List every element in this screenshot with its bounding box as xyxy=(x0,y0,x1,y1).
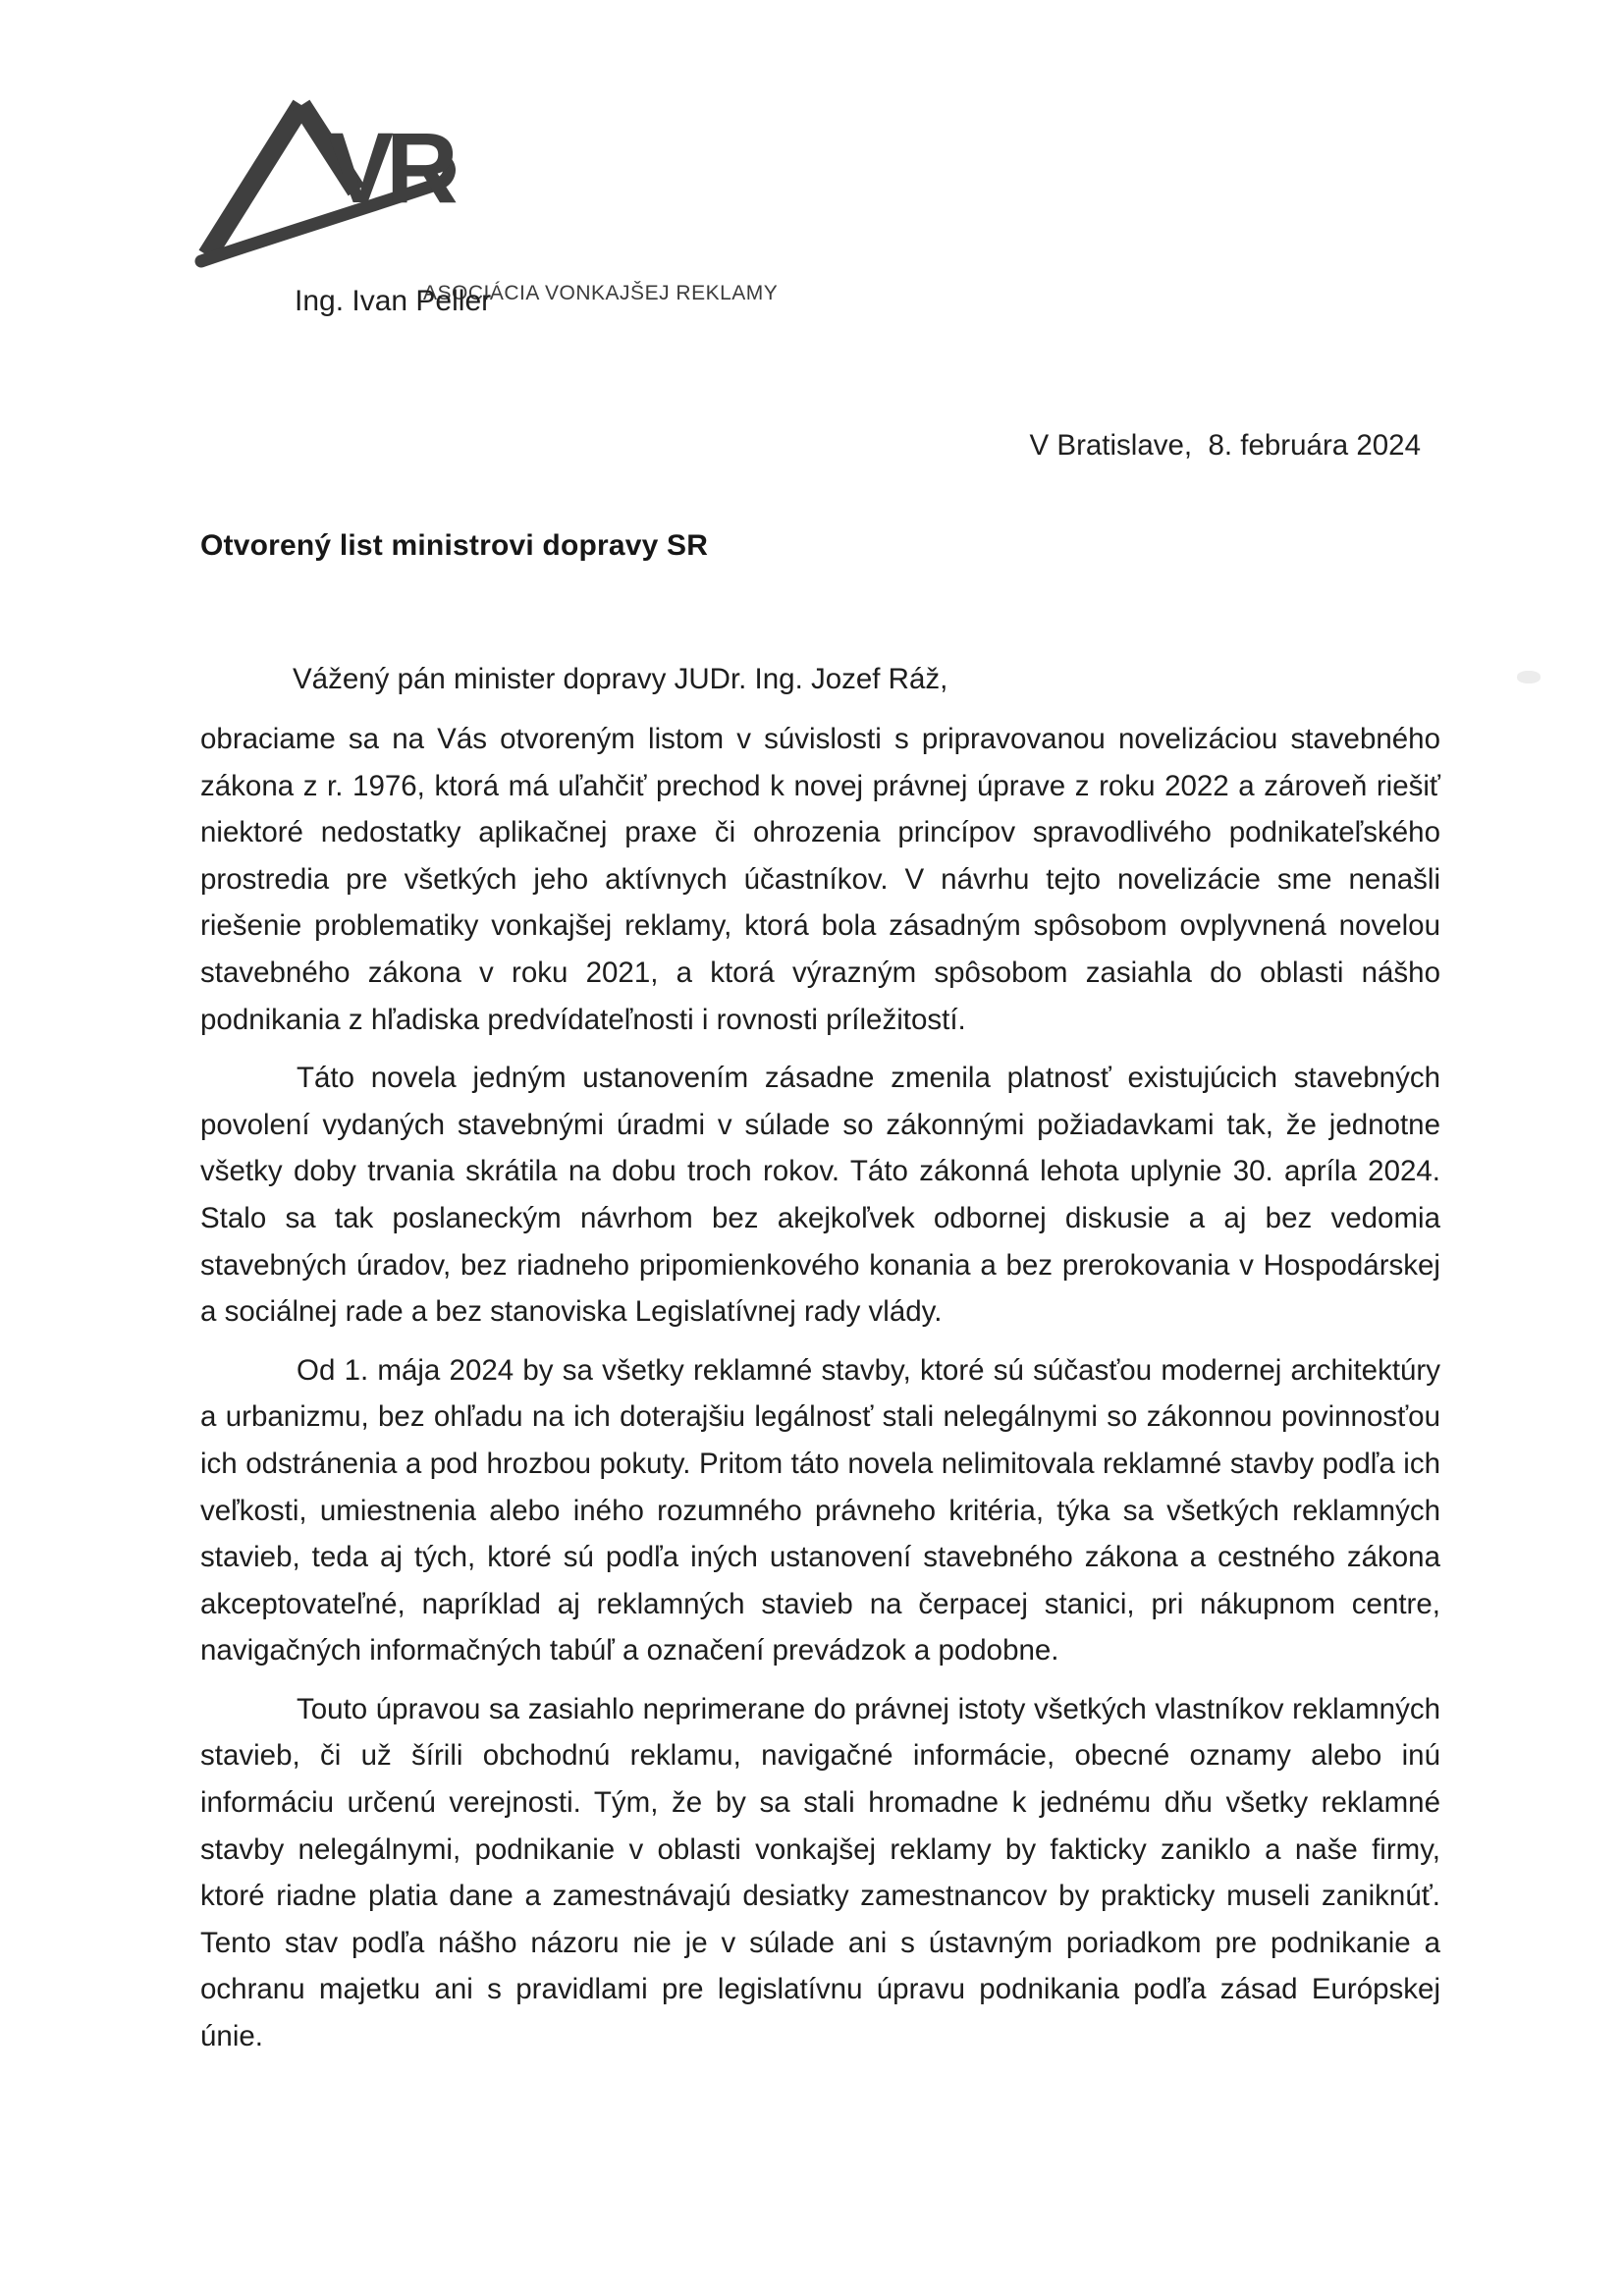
salutation: Vážený pán minister dopravy JUDr. Ing. Jozef Ráž, xyxy=(293,663,948,695)
paragraph-1: obraciame sa na Vás otvoreným listom v súvislosti s pripravovanou novelizáciou stavebného zákona z r. 1976, ktorá má uľahčiť prechod k novej právnej úprave z roku 2022 a zároveň riešiť niektoré nedostatky aplikačnej praxe či ohrozenia princípov spravodlivého podnikateľského prostredia pre všetkých jeho aktívnych účastníkov. V návrhu tejto novelizácie sme nenašli riešenie problematiky vonkajšej reklamy, ktorá bola zásadným spôsobom ovplyvnená novelou stavebného zákona v roku 2021, a ktorá výrazným spôsobom zasiahla do oblasti nášho podnikania z hľadiska predvídateľnosti i rovnosti príležitostí. xyxy=(200,723,1440,1036)
logo-monogram: VR xyxy=(327,112,451,224)
scan-artifact xyxy=(1517,671,1541,683)
subject-line: Otvorený list ministrovi dopravy SR xyxy=(200,529,709,562)
paragraph-3: Od 1. mája 2024 by sa všetky reklamné stavby, ktoré sú súčasťou modernej architektúry a urbanizmu, bez ohľadu na ich doterajšiu legálnosť stali nelegálnymi so zákonnou povinnosťou ich odstránenia a pod hrozbou pokuty. Pritom táto novela nelimitovala reklamné stavby podľa ich veľkosti, umiestnenia alebo iného rozumného právneho kritéria, týka sa všetkých reklamných stavieb, teda aj tých, ktoré sú podľa iných ustanovení stavebného zákona a cestného zákona akceptovateľné, napríklad aj reklamných stavieb na čerpacej stanici, pri nákupnom centre, navigačných informačných tabúľ a označení prevádzok a podobne. xyxy=(200,1353,1440,1667)
dateline: V Bratislave, 8. februára 2024 xyxy=(1029,429,1421,462)
paragraph-2: Táto novela jedným ustanovením zásadne zmenila platnosť existujúcich stavebných povolení vydaných stavebnými úradmi v súlade so zákonnými požiadavkami tak, že jednotne všetky doby trvania skrátila na dobu troch rokov. Táto zákonná lehota uplynie 30. apríla 2024. Stalo sa tak poslaneckým návrhom bez akejkoľvek odbornej diskusie a aj bez vedomia stavebných úradov, bez riadneho pripomienkového konania a bez prerokovania v Hospodárskej a sociálnej rade a bez stanoviska Legislatívnej rady vlády. xyxy=(200,1062,1440,1329)
logo-caption: ASOCIÁCIA VONKAJŠEJ REKLAMY xyxy=(423,282,779,304)
avr-logo-icon xyxy=(162,65,496,276)
letter-body xyxy=(200,716,1440,2072)
sender-name: Ing. Ivan Peller xyxy=(295,285,492,317)
paragraph-4: Touto úpravou sa zasiahlo neprimerane do právnej istoty všetkých vlastníkov reklamných stavieb, či už šírili obchodnú reklamu, navigačné informácie, obecné oznamy alebo inú informáciu určenú verejnosti. Tým, že by sa stali hromadne k jednému dňu všetky reklamné stavby nelegálnymi, podnikanie v oblasti vonkajšej reklamy by fakticky zaniklo a naše firmy, ktoré riadne platia dane a zamestnávajú desiatky zamestnancov by prakticky museli zaniknúť. Tento stav podľa nášho názoru nie je v súlade ani s ústavným poriadkom pre podnikanie a ochranu majetku ani s pravidlami pre legislatívnu úpravu podnikania podľa zásad Európskej únie. xyxy=(200,1692,1440,2053)
